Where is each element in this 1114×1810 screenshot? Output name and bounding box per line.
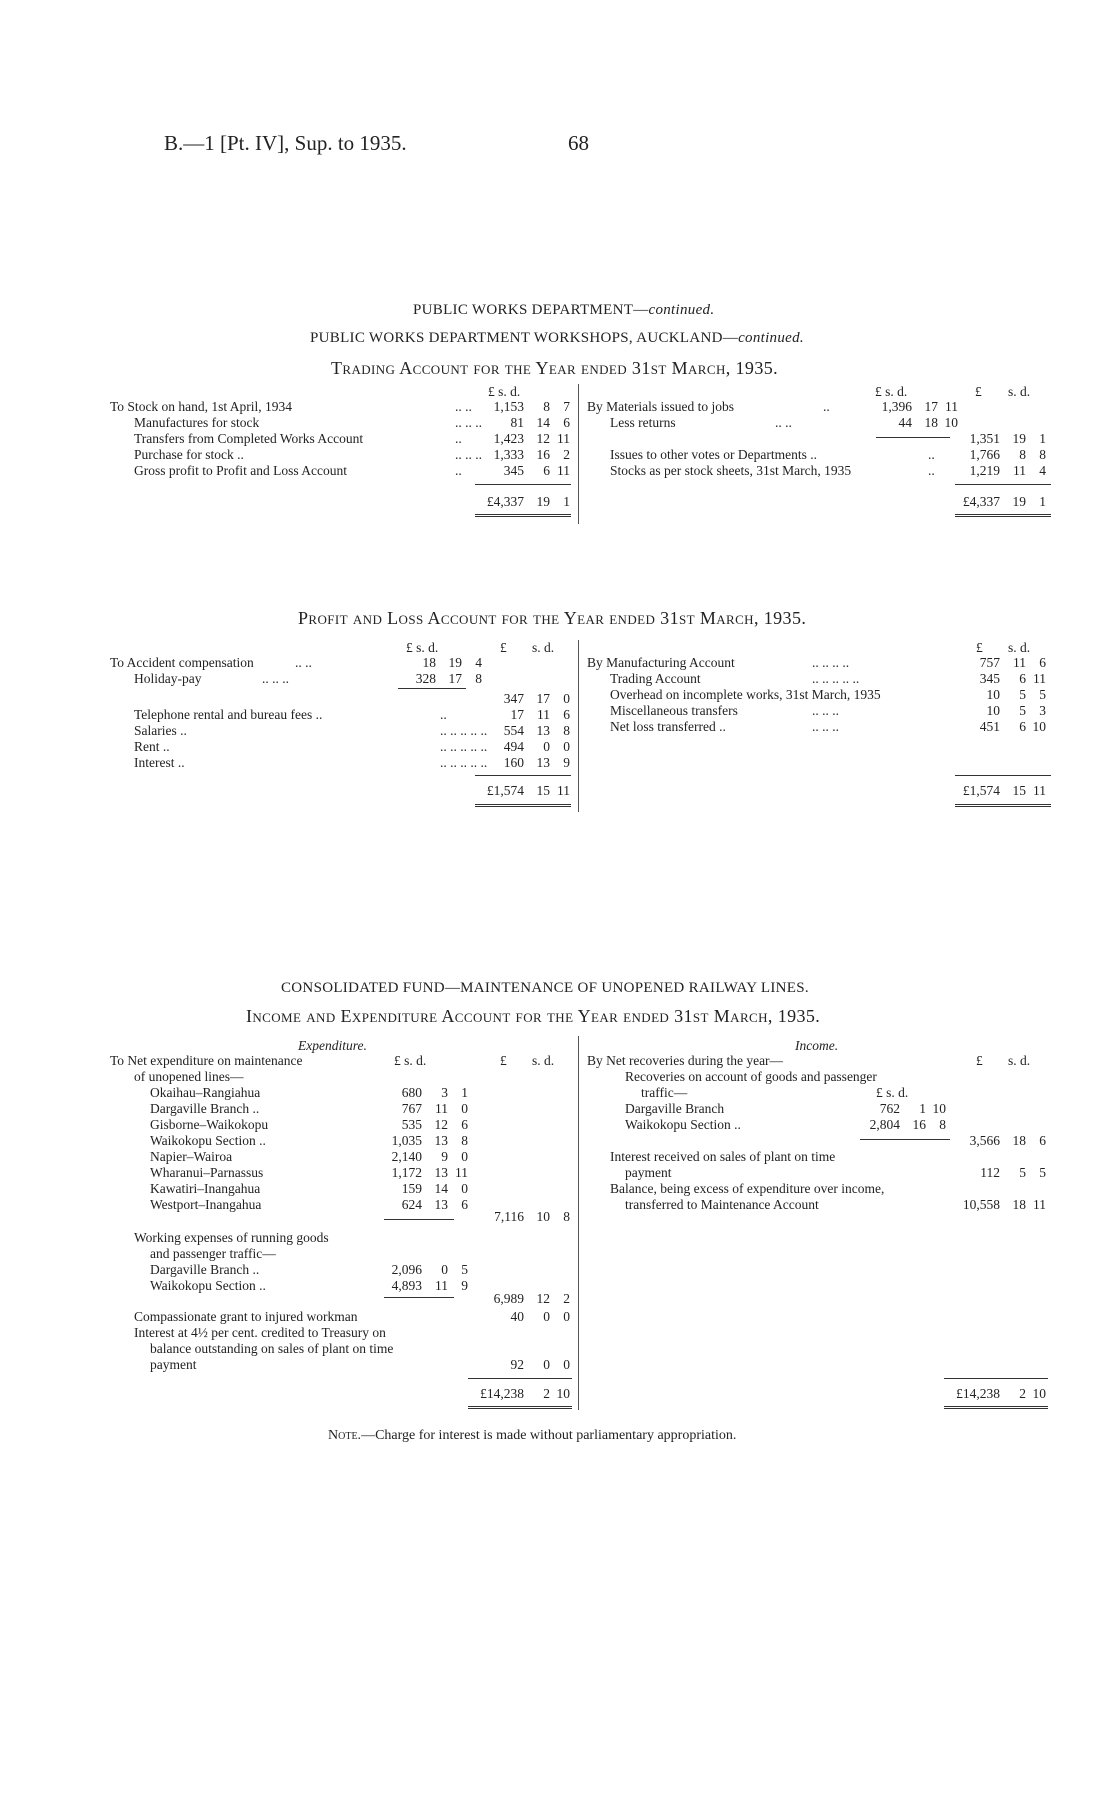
lines-subtotal-rule — [384, 1219, 454, 1220]
working-expense-amount-pence: 5 — [461, 1262, 468, 1277]
consolidated-subtitle — [246, 1006, 820, 1027]
note — [328, 1428, 736, 1444]
income-total-pounds: £14,238 — [956, 1386, 1000, 1401]
trading-credit-amount-shillings: 8 — [1019, 447, 1026, 462]
trading-debit-total-double-rule — [475, 514, 571, 517]
work-subtotal-rule — [384, 1297, 454, 1298]
pl-debit-total-double-rule — [475, 804, 571, 807]
balance-line1: Balance, being excess of expenditure over income, — [610, 1181, 885, 1196]
pl-debit-total-pounds: £1,574 — [486, 783, 524, 798]
pl-debit-amount-pence: 8 — [563, 723, 570, 738]
trading-credit-sub-pounds: 1,396 — [881, 399, 912, 414]
trading-divider — [578, 384, 579, 524]
pl-credit-col-head-sd: s. d. — [1008, 640, 1031, 655]
income-intro: By Net recoveries during the year— — [587, 1053, 784, 1068]
pl-debit-amount-shillings: 13 — [536, 723, 550, 738]
income-heading: Income. — [795, 1038, 839, 1053]
pl-debit-label: Telephone rental and bureau fees .. — [134, 707, 323, 722]
trading-credit-amount-pence: 8 — [1039, 447, 1046, 462]
trading-credit-col-head-1: £ s. d. — [875, 384, 908, 399]
pl-credit-amount-pounds: 10 — [986, 703, 1000, 718]
interest-amount-shillings: 0 — [543, 1357, 550, 1372]
pl-debit-amount-pounds: 347 — [503, 691, 524, 706]
trading-debit-col-head: £ s. d. — [488, 384, 521, 399]
exp-total-pounds: £14,238 — [480, 1386, 524, 1401]
balance-line2: transferred to Maintenance Account — [625, 1197, 819, 1212]
pl-credit-amount-pence: 10 — [1032, 719, 1046, 734]
trading-credit-label: Stocks as per stock sheets, 31st March, 1935 — [610, 463, 852, 478]
working-expense-amount-pence: 9 — [461, 1278, 468, 1293]
trading-credit-amount-pence: 4 — [1039, 463, 1046, 478]
pl-credit-amount-shillings: 6 — [1019, 671, 1026, 686]
railway-line-amount-pounds: 767 — [401, 1101, 422, 1116]
pl-debit-sub-shillings: 19 — [448, 655, 462, 670]
trading-credit-amount-pounds: 1,351 — [969, 431, 1000, 446]
exp-total-double-rule — [468, 1406, 572, 1409]
note-prefix: Note. — [328, 1428, 362, 1443]
pl-credit-amount-pounds: 10 — [986, 687, 1000, 702]
trading-debit-amount-pence: 7 — [563, 399, 570, 414]
income-total-shillings: 2 — [1019, 1386, 1026, 1401]
recoveries-total-pence: 6 — [1039, 1133, 1046, 1148]
working-expense-amount-pounds: 4,893 — [391, 1278, 422, 1293]
trading-credit-label: Less returns — [610, 415, 676, 430]
working-expense-amount-shillings: 11 — [435, 1278, 448, 1293]
railway-line-amount-pence: 0 — [461, 1181, 468, 1196]
trading-debit-amount-shillings: 16 — [536, 447, 550, 462]
railway-line-amount-pounds: 2,140 — [391, 1149, 422, 1164]
trading-credit-amount-pounds: 1,219 — [969, 463, 1000, 478]
railway-line-amount-shillings: 14 — [434, 1181, 448, 1196]
pl-debit-leader: .. .. — [295, 655, 312, 670]
railway-line-amount-shillings: 13 — [434, 1197, 448, 1212]
department-continued: continued. — [648, 302, 715, 318]
pl-credit-total-pounds: £1,574 — [962, 783, 1000, 798]
railway-line-amount-shillings: 11 — [435, 1101, 448, 1116]
trading-debit-amount-pounds: 81 — [510, 415, 524, 430]
exp-col-head-1: £ s. d. — [394, 1053, 427, 1068]
lines-total-shillings: 10 — [536, 1209, 550, 1224]
pl-debit-total-shillings: 15 — [536, 783, 550, 798]
trading-debit-amount-shillings: 6 — [543, 463, 550, 478]
trading-credit-amount-pounds: 1,766 — [969, 447, 1000, 462]
trading-debit-leader: .. .. .. — [455, 447, 482, 462]
recoveries-line1: Recoveries on account of goods and passenger — [625, 1069, 877, 1084]
pl-debit-leader: .. .. .. — [262, 671, 289, 686]
trading-credit-sub-pence: 10 — [944, 415, 958, 430]
exp-total-rule — [468, 1378, 572, 1379]
trading-credit-label: Issues to other votes or Departments .. — [610, 447, 817, 462]
trading-debit-leader: .. — [455, 431, 462, 446]
grant-label: Compassionate grant to injured workman — [134, 1309, 358, 1324]
pl-debit-leader: .. .. .. .. .. — [440, 739, 488, 754]
railway-line-amount-pence: 0 — [461, 1101, 468, 1116]
income-total-double-rule — [944, 1406, 1048, 1409]
trading-credit-total-rule — [955, 484, 1051, 485]
trading-debit-label: Purchase for stock .. — [134, 447, 244, 462]
pl-credit-amount-pence: 11 — [1033, 671, 1046, 686]
trading-debit-total-rule — [475, 484, 571, 485]
work-total-pounds: 6,989 — [493, 1291, 524, 1306]
railway-line-amount-pounds: 1,035 — [391, 1133, 422, 1148]
page-number: 68 — [568, 131, 589, 155]
income-interest-amount-pounds: 112 — [980, 1165, 1000, 1180]
pl-debit-sub-shillings: 17 — [448, 671, 462, 686]
railway-line-amount-pence: 8 — [461, 1133, 468, 1148]
document-reference: B.—1 [Pt. IV], Sup. to 1935. — [164, 131, 407, 155]
trading-credit-amount-shillings: 11 — [1013, 463, 1026, 478]
consolidated-subtitle-text: Income and Expenditure Account for the Year ended 31st March, 1935. — [246, 1006, 821, 1026]
trading-debit-amount-pence: 2 — [563, 447, 570, 462]
pl-credit-amount-shillings: 5 — [1019, 687, 1026, 702]
pl-debit-amount-pence: 6 — [563, 707, 570, 722]
exp-col-head-2-sd: s. d. — [532, 1053, 555, 1068]
trading-credit-leader: .. — [928, 447, 935, 462]
work-intro-line2: and passenger traffic— — [150, 1246, 276, 1261]
pl-debit-total-rule — [475, 775, 571, 776]
pl-credit-leader: .. .. .. .. — [812, 655, 850, 670]
trading-debit-label: Transfers from Completed Works Account — [134, 431, 364, 446]
pl-credit-leader: .. .. .. — [812, 703, 839, 718]
trading-debit-total-pounds: £4,337 — [486, 494, 524, 509]
railway-line-label: Dargaville Branch .. — [150, 1101, 260, 1116]
railway-line-amount-pounds: 535 — [401, 1117, 422, 1132]
pl-debit-sub-pence: 4 — [475, 655, 482, 670]
recoveries-total-shillings: 18 — [1012, 1133, 1026, 1148]
trading-debit-leader: .. .. — [455, 399, 472, 414]
working-expense-amount-pounds: 2,096 — [391, 1262, 422, 1277]
pl-debit-sub-pounds: 328 — [415, 671, 436, 686]
railway-line-amount-pounds: 159 — [401, 1181, 422, 1196]
trading-debit-amount-pence: 6 — [563, 415, 570, 430]
trading-debit-amount-pounds: 1,423 — [493, 431, 524, 446]
railway-line-label: Napier–Wairoa — [150, 1149, 233, 1164]
income-col-head-sd: s. d. — [1008, 1053, 1031, 1068]
trading-debit-amount-pounds: 1,153 — [493, 399, 524, 414]
work-intro-line1: Working expenses of running goods — [134, 1230, 329, 1245]
pl-debit-amount-pence: 0 — [563, 691, 570, 706]
grant-amount-pence: 0 — [563, 1309, 570, 1324]
balance-amount-pence: 11 — [1033, 1197, 1046, 1212]
trading-credit-amount-pence: 1 — [1039, 431, 1046, 446]
pl-debit-col-head-2-sd: s. d. — [532, 640, 555, 655]
pl-debit-label: Interest .. — [134, 755, 185, 770]
pl-debit-amount-shillings: 17 — [536, 691, 550, 706]
pl-credit-total-pence: 11 — [1033, 783, 1046, 798]
recovery-item-amount-shillings: 16 — [912, 1117, 926, 1132]
pl-credit-col-head-pound: £ — [976, 640, 983, 655]
pl-debit-subtotal-rule — [398, 688, 466, 689]
pl-debit-col-head-1: £ s. d. — [406, 640, 439, 655]
recovery-item-amount-pounds: 762 — [879, 1101, 900, 1116]
trading-credit-total-pence: 1 — [1039, 494, 1046, 509]
trading-debit-amount-pence: 11 — [557, 431, 570, 446]
recovery-item-label: Waikokopu Section .. — [625, 1117, 741, 1132]
working-expense-label: Waikokopu Section .. — [150, 1278, 266, 1293]
pl-credit-label: Net loss transferred .. — [610, 719, 726, 734]
trading-debit-amount-pence: 11 — [557, 463, 570, 478]
recovery-item-amount-pounds: 2,804 — [869, 1117, 900, 1132]
trading-credit-col-head-2-pound: £ — [975, 384, 982, 399]
exp-total-pence: 10 — [556, 1386, 570, 1401]
railway-line-amount-pounds: 624 — [401, 1197, 422, 1212]
profit-loss-title-text: Profit and Loss Account for the Year ended 31st March, 1935. — [298, 608, 807, 628]
pl-debit-amount-pounds: 17 — [510, 707, 524, 722]
railway-line-amount-pence: 6 — [461, 1117, 468, 1132]
trading-credit-sub-shillings: 17 — [924, 399, 938, 414]
consolidated-title: CONSOLIDATED FUND—MAINTENANCE OF UNOPENED RAILWAY LINES. — [281, 980, 809, 996]
pl-debit-label: Rent .. — [134, 739, 170, 754]
work-total-pence: 2 — [563, 1291, 570, 1306]
trading-debit-total-pence: 1 — [563, 494, 570, 509]
pl-debit-leader: .. .. .. .. .. — [440, 755, 488, 770]
trading-debit-amount-shillings: 12 — [536, 431, 550, 446]
trading-debit-amount-pounds: 345 — [503, 463, 524, 478]
recovery-item-label: Dargaville Branch — [625, 1101, 725, 1116]
recovery-item-amount-pence: 8 — [939, 1117, 946, 1132]
trading-credit-sub-pence: 11 — [945, 399, 958, 414]
railway-line-label: Westport–Inangahua — [150, 1197, 262, 1212]
pl-debit-amount-pounds: 494 — [503, 739, 524, 754]
income-interest-amount-pence: 5 — [1039, 1165, 1046, 1180]
trading-credit-amount-shillings: 19 — [1012, 431, 1026, 446]
railway-line-amount-shillings: 13 — [434, 1133, 448, 1148]
pl-credit-label: By Manufacturing Account — [587, 655, 735, 670]
railway-line-label: Okaihau–Rangiahua — [150, 1085, 261, 1100]
trading-debit-amount-pounds: 1,333 — [493, 447, 524, 462]
trading-credit-subtotal-rule — [876, 437, 950, 438]
pl-debit-amount-shillings: 0 — [543, 739, 550, 754]
pl-credit-amount-shillings: 6 — [1019, 719, 1026, 734]
pl-credit-amount-pounds: 757 — [979, 655, 1000, 670]
pl-credit-label: Trading Account — [610, 671, 701, 686]
railway-line-amount-pounds: 1,172 — [391, 1165, 422, 1180]
pl-debit-col-head-2-pound: £ — [500, 640, 507, 655]
workshops-continued: continued. — [738, 330, 804, 346]
interest-line1: Interest at 4½ per cent. credited to Treasury on — [134, 1325, 386, 1340]
railway-line-amount-shillings: 3 — [441, 1085, 448, 1100]
income-interest-line2: payment — [625, 1165, 672, 1180]
railway-line-amount-pence: 11 — [455, 1165, 468, 1180]
pl-credit-label: Miscellaneous transfers — [610, 703, 738, 718]
recoveries-subtotal-rule — [860, 1139, 950, 1140]
trading-credit-total-double-rule — [955, 514, 1051, 517]
railway-line-amount-shillings: 9 — [441, 1149, 448, 1164]
income-interest-line1: Interest received on sales of plant on time — [610, 1149, 836, 1164]
exp-intro-line1: To Net expenditure on maintenance — [110, 1053, 303, 1068]
trading-account-title — [331, 358, 778, 379]
working-expense-amount-shillings: 0 — [441, 1262, 448, 1277]
trading-debit-amount-shillings: 14 — [536, 415, 550, 430]
pl-debit-label: To Accident compensation — [110, 655, 254, 670]
pl-debit-leader: .. .. .. .. .. — [440, 723, 488, 738]
recovery-item-amount-shillings: 1 — [919, 1101, 926, 1116]
income-total-pence: 10 — [1032, 1386, 1046, 1401]
work-total-shillings: 12 — [536, 1291, 550, 1306]
profit-loss-title — [298, 608, 806, 629]
trading-credit-leader: .. — [928, 463, 935, 478]
railway-line-label: Wharanui–Parnassus — [150, 1165, 264, 1180]
grant-amount-shillings: 0 — [543, 1309, 550, 1324]
pl-credit-amount-shillings: 5 — [1019, 703, 1026, 718]
railway-line-amount-pence: 6 — [461, 1197, 468, 1212]
recoveries-line2: traffic— — [641, 1085, 688, 1100]
pl-debit-amount-pence: 0 — [563, 739, 570, 754]
pl-credit-amount-pence: 3 — [1039, 703, 1046, 718]
pl-debit-label: Salaries .. — [134, 723, 187, 738]
balance-amount-shillings: 18 — [1012, 1197, 1026, 1212]
trading-debit-leader: .. — [455, 463, 462, 478]
interest-amount-pounds: 92 — [510, 1357, 524, 1372]
workshops-title: PUBLIC WORKS DEPARTMENT WORKSHOPS, AUCKLAND— — [310, 330, 739, 346]
interest-line2: balance outstanding on sales of plant on time — [150, 1341, 394, 1356]
pl-debit-sub-pounds: 18 — [422, 655, 436, 670]
railway-line-label: Kawatiri–Inangahua — [150, 1181, 261, 1196]
working-expense-label: Dargaville Branch .. — [150, 1262, 260, 1277]
pl-credit-total-shillings: 15 — [1012, 783, 1026, 798]
railway-line-amount-shillings: 12 — [434, 1117, 448, 1132]
railway-line-amount-pounds: 680 — [401, 1085, 422, 1100]
pl-credit-amount-pence: 6 — [1039, 655, 1046, 670]
exp-col-head-2-pound: £ — [500, 1053, 507, 1068]
trading-debit-label: Gross profit to Profit and Loss Account — [134, 463, 347, 478]
department-title: PUBLIC WORKS DEPARTMENT— — [413, 302, 649, 318]
department-heading — [413, 302, 714, 319]
trading-debit-leader: .. .. .. — [455, 415, 482, 430]
pl-debit-label: Holiday-pay — [134, 671, 202, 686]
pl-credit-leader: .. .. .. — [812, 719, 839, 734]
railway-line-amount-pence: 0 — [461, 1149, 468, 1164]
income-col-head-pound: £ — [976, 1053, 983, 1068]
trading-debit-amount-shillings: 8 — [543, 399, 550, 414]
pl-credit-amount-shillings: 11 — [1013, 655, 1026, 670]
consolidated-divider — [578, 1036, 579, 1410]
pl-credit-leader: .. .. .. .. .. — [812, 671, 860, 686]
balance-amount-pounds: 10,558 — [962, 1197, 1000, 1212]
trading-credit-sub-shillings: 18 — [924, 415, 938, 430]
workshops-heading — [310, 330, 804, 347]
trading-debit-total-shillings: 19 — [536, 494, 550, 509]
trading-credit-label: By Materials issued to jobs — [587, 399, 734, 414]
grant-amount-pounds: 40 — [510, 1309, 524, 1324]
income-interest-amount-shillings: 5 — [1019, 1165, 1026, 1180]
trading-debit-label: Manufactures for stock — [134, 415, 260, 430]
recoveries-col-head: £ s. d. — [876, 1085, 909, 1100]
expenditure-heading: Expenditure. — [298, 1038, 367, 1053]
pl-credit-amount-pounds: 451 — [979, 719, 1000, 734]
interest-line3: payment — [150, 1357, 197, 1372]
pl-debit-amount-pounds: 554 — [503, 723, 524, 738]
pl-credit-amount-pence: 5 — [1039, 687, 1046, 702]
pl-debit-amount-pence: 9 — [563, 755, 570, 770]
trading-title-text: Trading Account for the Year ended 31st March, 1935. — [331, 358, 779, 378]
trading-credit-leader: .. — [823, 399, 830, 414]
railway-line-label: Waikokopu Section .. — [150, 1133, 266, 1148]
pl-debit-amount-pounds: 160 — [503, 755, 524, 770]
railway-line-label: Gisborne–Waikokopu — [150, 1117, 269, 1132]
pl-debit-total-pence: 11 — [557, 783, 570, 798]
lines-total-pence: 8 — [563, 1209, 570, 1224]
trading-credit-total-pounds: £4,337 — [962, 494, 1000, 509]
income-total-rule — [944, 1378, 1048, 1379]
pl-debit-amount-shillings: 13 — [536, 755, 550, 770]
pl-debit-sub-pence: 8 — [475, 671, 482, 686]
trading-credit-sub-pounds: 44 — [898, 415, 912, 430]
pl-credit-total-rule — [955, 775, 1051, 776]
pl-credit-label: Overhead on incomplete works, 31st March, 1935 — [610, 687, 881, 702]
railway-line-amount-shillings: 13 — [434, 1165, 448, 1180]
pl-debit-leader: .. — [440, 707, 447, 722]
exp-total-shillings: 2 — [543, 1386, 550, 1401]
recovery-item-amount-pence: 10 — [932, 1101, 946, 1116]
pl-debit-amount-shillings: 11 — [537, 707, 550, 722]
pl-credit-amount-pounds: 345 — [979, 671, 1000, 686]
recoveries-total-pounds: 3,566 — [969, 1133, 1000, 1148]
trading-credit-leader: .. .. — [775, 415, 792, 430]
pl-credit-total-double-rule — [955, 804, 1051, 807]
railway-line-amount-pence: 1 — [461, 1085, 468, 1100]
lines-total-pounds: 7,116 — [494, 1209, 524, 1224]
note-text: —Charge for interest is made without parliamentary appropriation. — [361, 1428, 737, 1443]
trading-credit-col-head-2-sd: s. d. — [1008, 384, 1031, 399]
pl-divider — [578, 640, 579, 812]
trading-debit-label: To Stock on hand, 1st April, 1934 — [110, 399, 293, 414]
interest-amount-pence: 0 — [563, 1357, 570, 1372]
trading-credit-total-shillings: 19 — [1012, 494, 1026, 509]
exp-intro-line2: of unopened lines— — [134, 1069, 244, 1084]
